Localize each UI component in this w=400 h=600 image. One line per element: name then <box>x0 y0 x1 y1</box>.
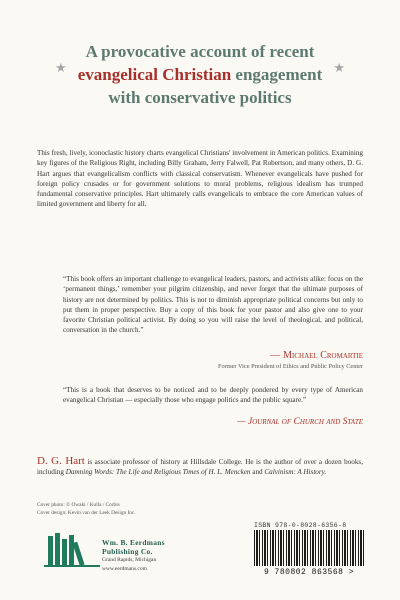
cover-credits <box>37 502 136 517</box>
isbn-text: ISBN 978-0-8028-6356-8 <box>254 522 347 529</box>
barcode-number: 9 780802 863568 > <box>263 568 355 577</box>
headline-line-2 <box>0 63 400 86</box>
headline-line-3: with conservative politics <box>108 88 292 107</box>
star-icon: ★ <box>333 60 345 75</box>
design-credit: Cover design: Kevin van der Leek Design Inc. <box>37 509 136 516</box>
book-description: This fresh, lively, iconoclastic history charts evangelical Christians' involvement in American politics. Examining key figures of the Religious Right, including Billy Graham, Jerry Falwell, Pat Robertson, and many others, D. G. Hart argues that evangelicalism conflicts with classical conservatism. Whenever evangelicals have pushed for foreign policy crusades or for government solutions to moral problems, religious idealism has trumped fundamental conservative principles. Hart ultimately calls evangelicals to embrace the core American values of limited government and liberty for all. <box>37 149 363 209</box>
publisher-block <box>102 538 165 574</box>
photo-credit: Cover photo: © Owaki / Kulla / Corbis <box>37 502 120 508</box>
endorsement-quote-1: “This book offers an important challenge to evangelical leaders, pastors, and activists alike: focus on the ‘permanent things,’ remember your pilgrim citizenship, and never forget that the ultimate purposes of history are not determined by politics. This is not to diminish appropriate political concerns but only to put them in proper perspective. Buy a copy of this book for your pastor and also give one to your favorite Christian political activist. By doing so you will raise the level of theological, and political, conversation in the church.” <box>63 275 363 335</box>
endorser-name: Michael Cromartie <box>283 350 363 361</box>
endorser-title: Former Vice President of Ethics and Public Policy Center <box>217 363 363 370</box>
headline-red-text: evangelical Christian <box>77 65 232 84</box>
author-name: D. G. Hart <box>37 455 85 467</box>
book-title-1: Damning Words: The Life and Religious Times of H. L. Mencken <box>65 468 251 477</box>
endorsement-2-attribution: — Journal of Church and State <box>237 417 363 427</box>
publisher-city: Grand Rapids, Michigan <box>102 557 157 563</box>
endorsement-source: Journal of Church and State <box>247 417 363 427</box>
headline-teal-text: engagement <box>231 65 323 84</box>
star-icon: ★ <box>55 60 67 75</box>
publisher-logo-icon <box>42 530 102 568</box>
publisher-website: www.eerdmans.com <box>102 566 147 572</box>
publisher-name: Wm. B. Eerdmans <box>102 538 165 547</box>
headline-line-1: A provocative account of recent <box>85 42 315 61</box>
publisher-name-2: Publishing Co. <box>102 547 153 556</box>
book-title-2: Calvinism: A History. <box>264 468 327 477</box>
endorsement-1-attribution: — Michael Cromartie Former Vice President of Ethics and Public Policy Center <box>217 350 363 370</box>
author-bio: D. G. Hart is associate professor of history at Hillsdale College. He is the author of over a dozen books, including Damning Words: The Life and Religious Times of H. L. Mencken and Calvinism: A History. <box>37 455 363 477</box>
endorsement-quote-2: “This is a book that deserves to be noticed and to be deeply pondered by every type of American evangelical Christian — especially those who engage politics and the public square.” <box>63 386 363 405</box>
barcode-icon <box>254 530 366 566</box>
headline <box>0 40 400 109</box>
